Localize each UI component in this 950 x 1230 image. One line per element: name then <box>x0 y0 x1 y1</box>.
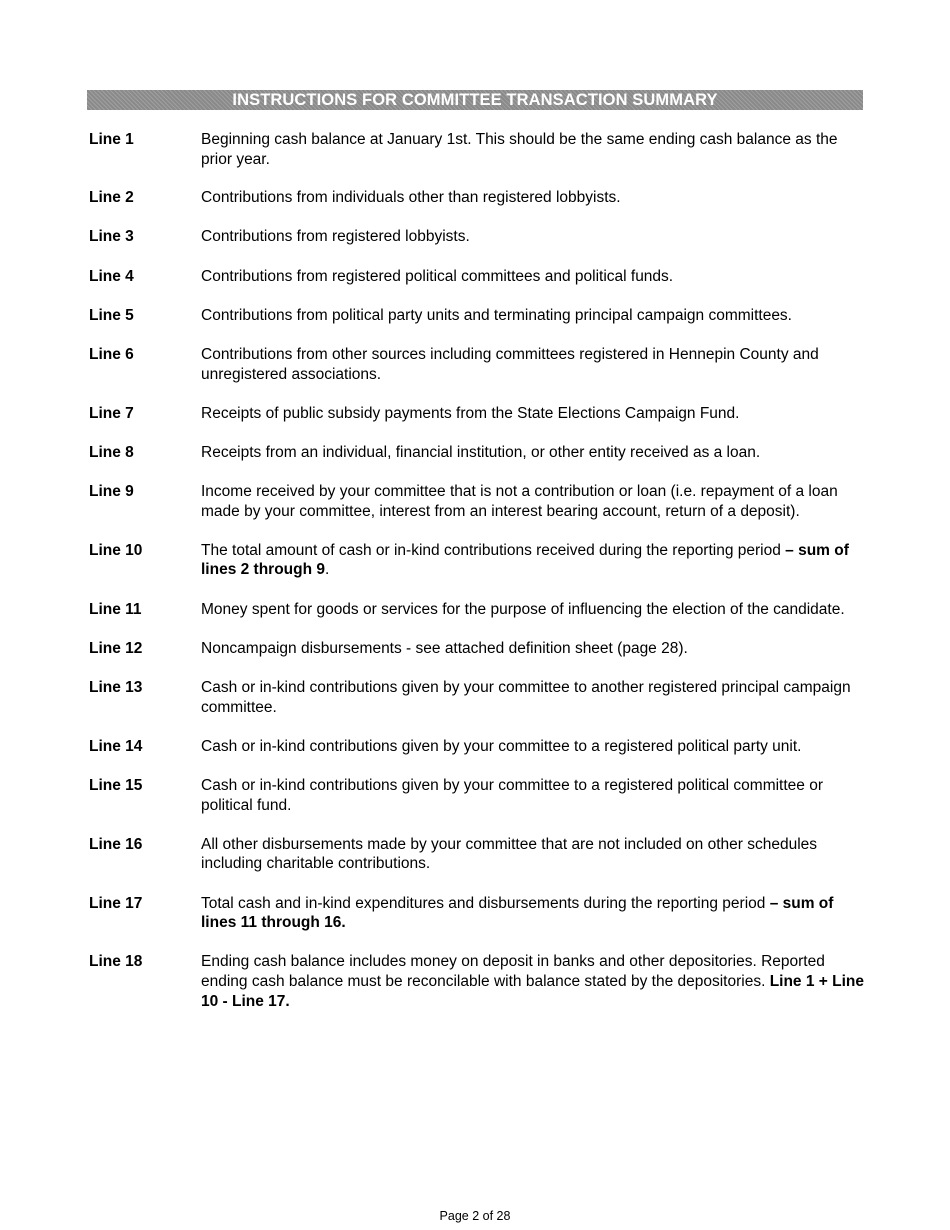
line-label: Line 2 <box>89 189 134 207</box>
page-number: Page 2 of 28 <box>439 1209 511 1223</box>
instruction-row <box>89 443 864 463</box>
line-label: Line 11 <box>89 600 142 618</box>
instruction-row <box>89 130 864 169</box>
instruction-row <box>89 188 864 208</box>
line-label: Line 13 <box>89 679 143 697</box>
instruction-row <box>89 600 864 620</box>
instruction-row <box>89 737 864 757</box>
line-description: Ending cash balance includes money on deposit in banks and other depositories. Reported ending cash balance must be reconcilable with balance stated by the depositories. Line 1 + Line 10 - Line 17. <box>201 953 865 1010</box>
line-label: Line 5 <box>89 306 134 324</box>
line-label: Line 12 <box>89 639 143 657</box>
line-label: Line 4 <box>89 267 134 285</box>
line-description: Beginning cash balance at January 1st. This should be the same ending cash balance as the prior year. <box>201 131 838 168</box>
line-description: Contributions from individuals other than registered lobbyists. <box>201 189 621 207</box>
instruction-row <box>89 404 864 424</box>
line-label: Line 7 <box>89 404 134 422</box>
line-description: Noncampaign disbursements - see attached definition sheet (page 28). <box>201 639 688 657</box>
line-description: Contributions from other sources including committees registered in Hennepin County and unregistered associations. <box>201 345 819 383</box>
line-description: Cash or in-kind contributions given by your committee to another registered principal campaign committee. <box>201 679 851 716</box>
instruction-row <box>89 541 864 580</box>
instruction-row <box>89 345 864 384</box>
line-description: Contributions from registered political committees and political funds. <box>201 267 674 285</box>
line-description: Money spent for goods or services for the purpose of influencing the election of the candidate. <box>201 600 845 618</box>
line-formula: – sum of lines 11 through 16. <box>201 894 834 932</box>
instruction-row <box>89 835 864 874</box>
instruction-row <box>89 952 864 1011</box>
line-description: Income received by your committee that is not a contribution or loan (i.e. repayment of a loan made by your committee, interest from an interest bearing account, return of a deposit). <box>201 483 838 520</box>
line-description: All other disbursements made by your committee that are not included on other schedules including charitable contributions. <box>201 835 818 873</box>
line-description: Receipts from an individual, financial institution, or other entity received as a loan. <box>201 443 761 461</box>
line-label: Line 9 <box>89 483 134 501</box>
instruction-row <box>89 678 864 717</box>
instruction-row <box>89 267 864 287</box>
instruction-row <box>89 639 864 659</box>
line-label: Line 16 <box>89 835 143 853</box>
line-label: Line 6 <box>89 345 134 363</box>
line-label: Line 14 <box>89 737 143 755</box>
line-description: Receipts of public subsidy payments from the State Elections Campaign Fund. <box>201 404 740 422</box>
line-label: Line 10 <box>89 541 143 559</box>
line-formula: Line 1 + Line 10 - Line 17. <box>201 972 865 1010</box>
section-header-bar <box>87 90 863 110</box>
instruction-row <box>89 482 864 521</box>
line-description: The total amount of cash or in-kind contributions received during the reporting period – sum of lines 2 through 9. <box>201 541 849 579</box>
line-label: Line 8 <box>89 443 134 461</box>
instruction-row <box>89 306 864 326</box>
line-description: Contributions from political party units and terminating principal campaign committees. <box>201 306 792 324</box>
line-label: Line 18 <box>89 953 143 971</box>
line-label: Line 15 <box>89 777 143 794</box>
section-title: INSTRUCTIONS FOR COMMITTEE TRANSACTION SUMMARY <box>232 90 718 109</box>
line-label: Line 17 <box>89 894 143 912</box>
line-label: Line 3 <box>89 228 134 246</box>
instruction-row <box>89 227 864 247</box>
line-description: Contributions from registered lobbyists. <box>201 228 470 246</box>
line-description: Cash or in-kind contributions given by your committee to a registered political committee or political fund. <box>201 777 823 814</box>
instruction-row <box>89 776 864 815</box>
line-formula: – sum of lines 2 through 9 <box>201 541 849 579</box>
instruction-list <box>89 130 864 1011</box>
instruction-row <box>89 894 864 933</box>
line-description: Cash or in-kind contributions given by your committee to a registered political party unit. <box>201 737 802 755</box>
line-description: Total cash and in-kind expenditures and disbursements during the reporting period – sum of lines 11 through 16. <box>201 894 834 932</box>
line-label: Line 1 <box>89 131 134 148</box>
